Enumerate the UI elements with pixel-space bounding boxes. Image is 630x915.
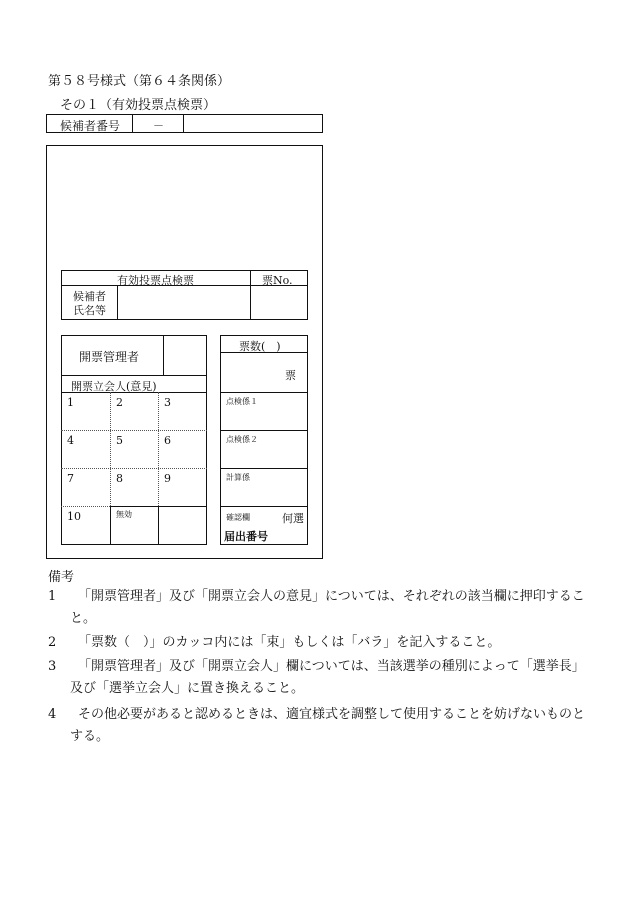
form-title: 第５８号様式（第６４条関係） [48,74,231,89]
grid-hline-3-left [61,506,110,507]
votes-label: 票数( ) [239,340,281,353]
calc-rule [220,506,308,507]
kaihyo-block [61,335,207,545]
note-1-text: 「開票管理者」及び「開票立会人の意見」については、それぞれの該当欄に押印すること。 [70,589,585,626]
note-2-text: 「票数（ ）」のカッコ内には「束」もしくは「バラ」を記入すること。 [78,635,501,650]
tachiainin-num-2: 2 [116,396,123,409]
note-3-text: 「開票管理者」及び「開票立会人」欄については、当該選挙の種別によって「選挙長」及び「選挙立会人」に置き換えること。 [70,659,585,696]
note-4 [48,704,588,748]
kaihyo-kanrisha-label: 開票管理者 [79,350,140,364]
candidate-number-label: 候補者番号 [60,119,121,133]
ticket-header-divider [250,270,251,320]
nanisen-label: 何選 [282,512,304,525]
tachiainin-num-7: 7 [67,472,74,485]
note-2-number: 2 [48,635,57,650]
note-1-number: 1 [48,589,57,604]
candidate-name-divider [117,285,118,320]
tachiainin-num-9: 9 [164,472,171,485]
tachiainin-num-10: 10 [67,510,81,523]
grid-vline-2-bottom [158,506,159,545]
note-1 [48,586,588,630]
grid-vline-1 [110,392,111,506]
grid-hline-2 [61,468,207,469]
note-2 [48,632,588,654]
ticket-title: 有効投票点検票 [117,274,194,287]
candidate-number-dash: － [153,119,164,132]
grid-hline-3-right [110,506,207,507]
ticket-no-label: 票No. [262,274,293,287]
calc-label: 計算係 [226,473,250,482]
muko-label: 無効 [116,510,132,519]
votes-bottom-rule [220,392,308,393]
todokede-label: 届出番号 [224,530,268,543]
note-3 [48,656,588,700]
checker-1-label: 点検係１ [226,397,258,406]
tachiainin-num-1: 1 [67,396,74,409]
grid-hline-1 [61,430,207,431]
votes-unit: 票 [285,369,296,382]
votes-rule [220,352,308,353]
tachiainin-num-8: 8 [116,472,123,485]
kanrisha-seal-divider [163,335,164,375]
tachiainin-num-5: 5 [116,434,123,447]
tachiainin-num-3: 3 [164,396,171,409]
candidate-name-label-2: 氏名等 [73,304,106,317]
tachiainin-num-4: 4 [67,434,74,447]
tachiainin-num-6: 6 [164,434,171,447]
candidate-number-divider-1 [132,114,133,133]
note-4-number: 4 [48,707,57,722]
tachiainin-rule [61,392,207,393]
candidate-name-label-1: 候補者 [73,290,106,303]
candidate-number-divider-2 [183,114,184,133]
notes-heading: 備考 [48,570,75,585]
grid-vline-1-bottom [110,506,111,545]
note-4-text: その他必要があると認めるときは、適宜様式を調整して使用することを妨げないものとする。 [70,707,586,744]
kanrisha-rule [61,375,207,376]
confirm-label: 確認欄 [226,513,250,522]
note-3-number: 3 [48,659,57,674]
checker-2-rule [220,468,308,469]
checker-1-rule [220,430,308,431]
form-subtitle: その１（有効投票点検票） [60,98,217,113]
checker-2-label: 点検係２ [226,435,258,444]
tachiainin-label: 開票立会人(意見) [71,380,157,393]
grid-vline-2 [158,392,159,506]
